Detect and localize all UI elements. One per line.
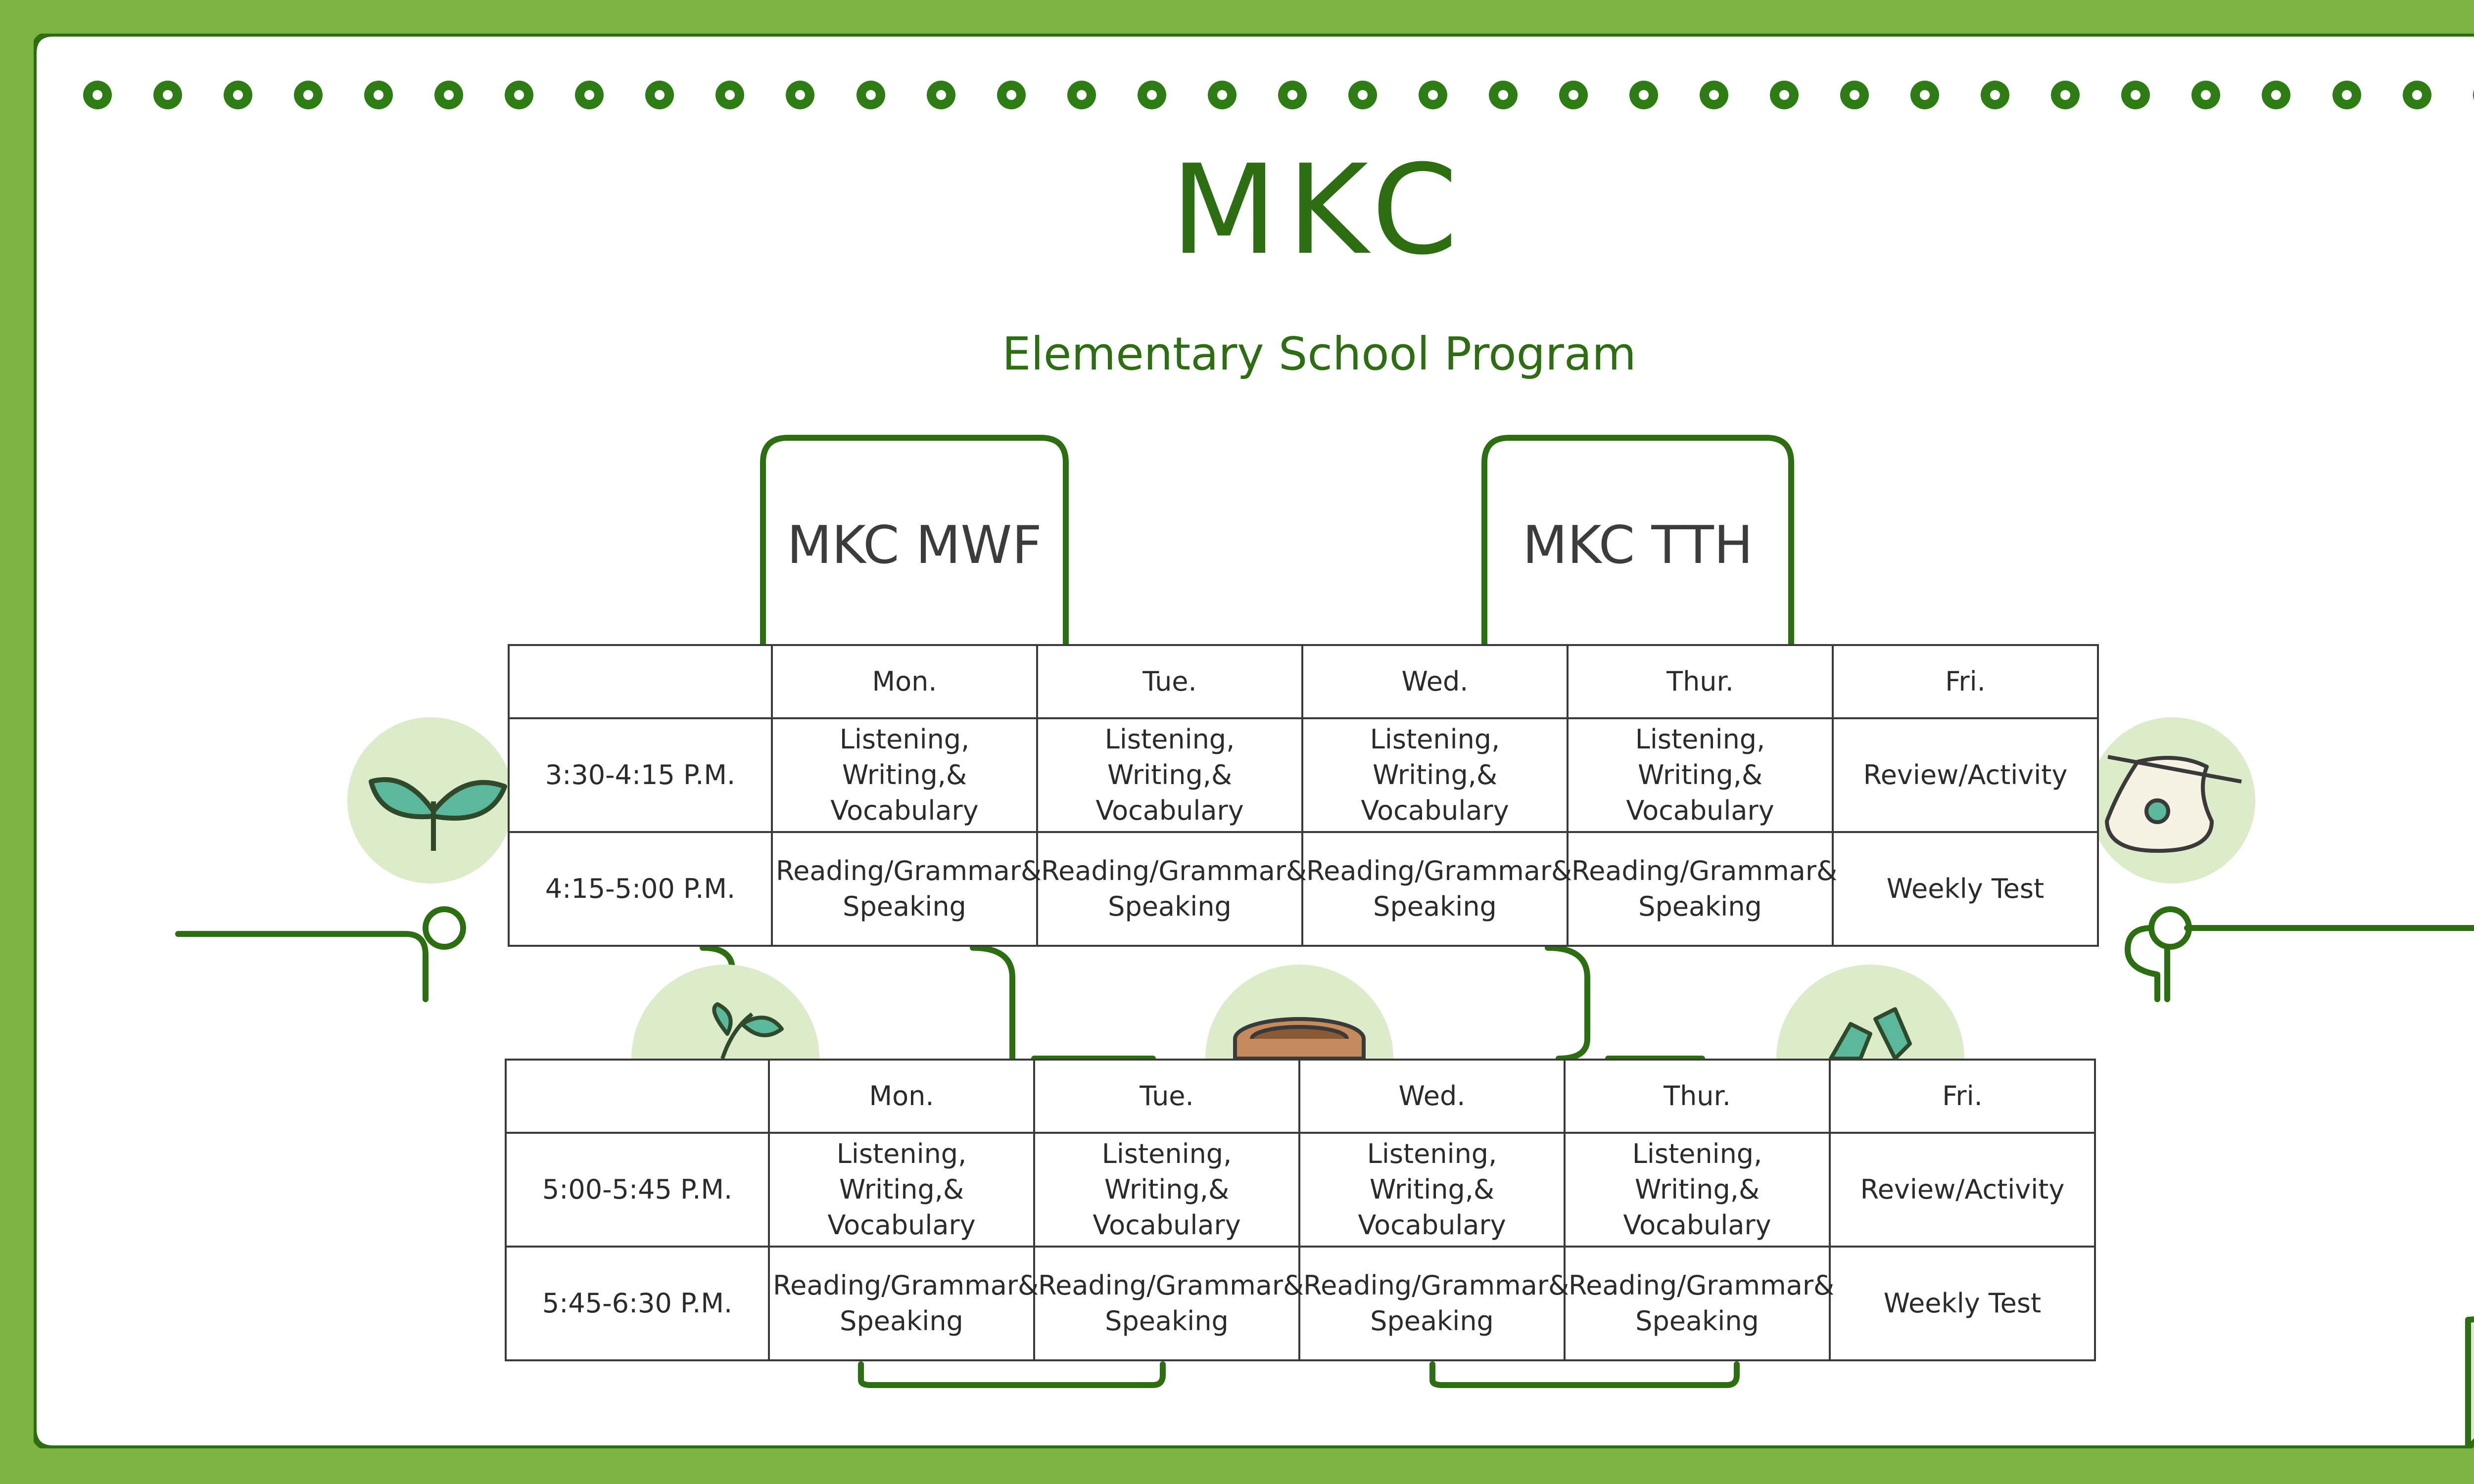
class-cell — [1037, 832, 1307, 946]
class-cell — [1830, 1247, 2095, 1360]
class-cell — [1830, 1133, 2095, 1247]
class-line: Vocabulary — [1095, 795, 1244, 826]
class-cell — [772, 718, 1037, 832]
class-line: Listening, Writing,& — [1370, 724, 1500, 790]
class-line: Speaking — [1370, 1305, 1494, 1337]
class-line: Weekly Test — [1883, 1288, 2042, 1319]
class-line: Review/Activity — [1863, 759, 2068, 790]
day-header: Mon. — [769, 1060, 1034, 1133]
class-line: Listening, Writing,& — [1101, 1138, 1232, 1205]
class-line: Vocabulary — [1626, 795, 1774, 826]
class-line: Reading/Grammar& — [1571, 855, 1838, 886]
day-header: Tue. — [1037, 645, 1302, 718]
class-line: Listening, Writing,& — [1635, 724, 1765, 790]
class-line: Vocabulary — [827, 1209, 976, 1241]
class-cell — [1299, 1133, 1565, 1247]
class-line: Reading/Grammar& — [773, 1270, 1039, 1301]
class-line: Vocabulary — [1093, 1209, 1241, 1241]
class-line: Listening, Writing,& — [1632, 1138, 1762, 1205]
class-line: Vocabulary — [830, 795, 979, 826]
class-line: Vocabulary — [1358, 1209, 1506, 1241]
class-line: Speaking — [1638, 891, 1762, 922]
table-row — [509, 832, 2098, 946]
time-cell: 5:45-6:30 P.M. — [506, 1247, 769, 1360]
class-cell — [769, 1133, 1034, 1247]
day-header: Tue. — [1034, 1060, 1299, 1133]
schedule-table — [508, 644, 2099, 947]
table-row — [506, 1247, 2095, 1360]
table-row — [506, 1133, 2095, 1247]
table-header-row — [506, 1060, 2095, 1133]
class-cell — [1299, 1247, 1570, 1360]
class-line: Reading/Grammar& — [1306, 855, 1572, 886]
day-header: Thur. — [1565, 1060, 1830, 1133]
class-line: Listening, Writing,& — [836, 1138, 967, 1205]
schedule-table — [505, 1059, 2096, 1361]
class-line: Reading/Grammar& — [1569, 1270, 1835, 1301]
class-cell — [1302, 832, 1572, 946]
day-header: Wed. — [1302, 645, 1568, 718]
class-line: Listening, Writing,& — [1104, 724, 1235, 790]
class-cell — [1568, 832, 1838, 946]
tab-label-tth: MKC TTH — [1522, 515, 1753, 575]
class-line: Speaking — [843, 891, 966, 922]
class-cell — [772, 832, 1042, 946]
class-line: Listening, Writing,& — [839, 724, 970, 790]
day-header: Fri. — [1830, 1060, 2095, 1133]
corner-cell — [506, 1060, 769, 1133]
class-cell — [1565, 1133, 1830, 1247]
table-header-row — [509, 645, 2098, 718]
class-line: Listening, Writing,& — [1367, 1138, 1497, 1205]
class-line: Speaking — [1373, 891, 1497, 922]
page-title: MKC — [1170, 138, 1468, 282]
class-cell — [1565, 1247, 1835, 1360]
class-cell — [1302, 718, 1568, 832]
day-header: Thur. — [1568, 645, 1833, 718]
class-line: Reading/Grammar& — [776, 855, 1042, 886]
class-line: Speaking — [1635, 1305, 1759, 1337]
class-line: Speaking — [1105, 1305, 1229, 1337]
day-header: Fri. — [1833, 645, 2098, 718]
tab-label-mwf: MKC MWF — [787, 515, 1042, 575]
class-line: Vocabulary — [1623, 1209, 1771, 1241]
class-line: Reading/Grammar& — [1041, 855, 1307, 886]
class-line: Reading/Grammar& — [1303, 1270, 1570, 1301]
page-subtitle: Elementary School Program — [1002, 327, 1636, 380]
time-cell: 3:30-4:15 P.M. — [509, 718, 772, 832]
class-cell — [1568, 718, 1833, 832]
class-cell — [769, 1247, 1039, 1360]
day-header: Wed. — [1299, 1060, 1565, 1133]
class-cell — [1034, 1133, 1299, 1247]
time-cell: 5:00-5:45 P.M. — [506, 1133, 769, 1247]
class-line: Weekly Test — [1886, 873, 2045, 904]
table-row — [509, 718, 2098, 832]
corner-cell — [509, 645, 772, 718]
class-cell — [1833, 718, 2098, 832]
time-cell: 4:15-5:00 P.M. — [509, 832, 772, 946]
class-line: Review/Activity — [1860, 1174, 2065, 1205]
class-cell — [1034, 1247, 1304, 1360]
class-line: Reading/Grammar& — [1038, 1270, 1304, 1301]
class-cell — [1833, 832, 2098, 946]
class-line: Speaking — [840, 1305, 963, 1337]
class-line: Speaking — [1108, 891, 1232, 922]
class-cell — [1037, 718, 1302, 832]
class-line: Vocabulary — [1361, 795, 1509, 826]
clay-pot-icon — [1235, 1019, 1364, 1059]
day-header: Mon. — [772, 645, 1037, 718]
